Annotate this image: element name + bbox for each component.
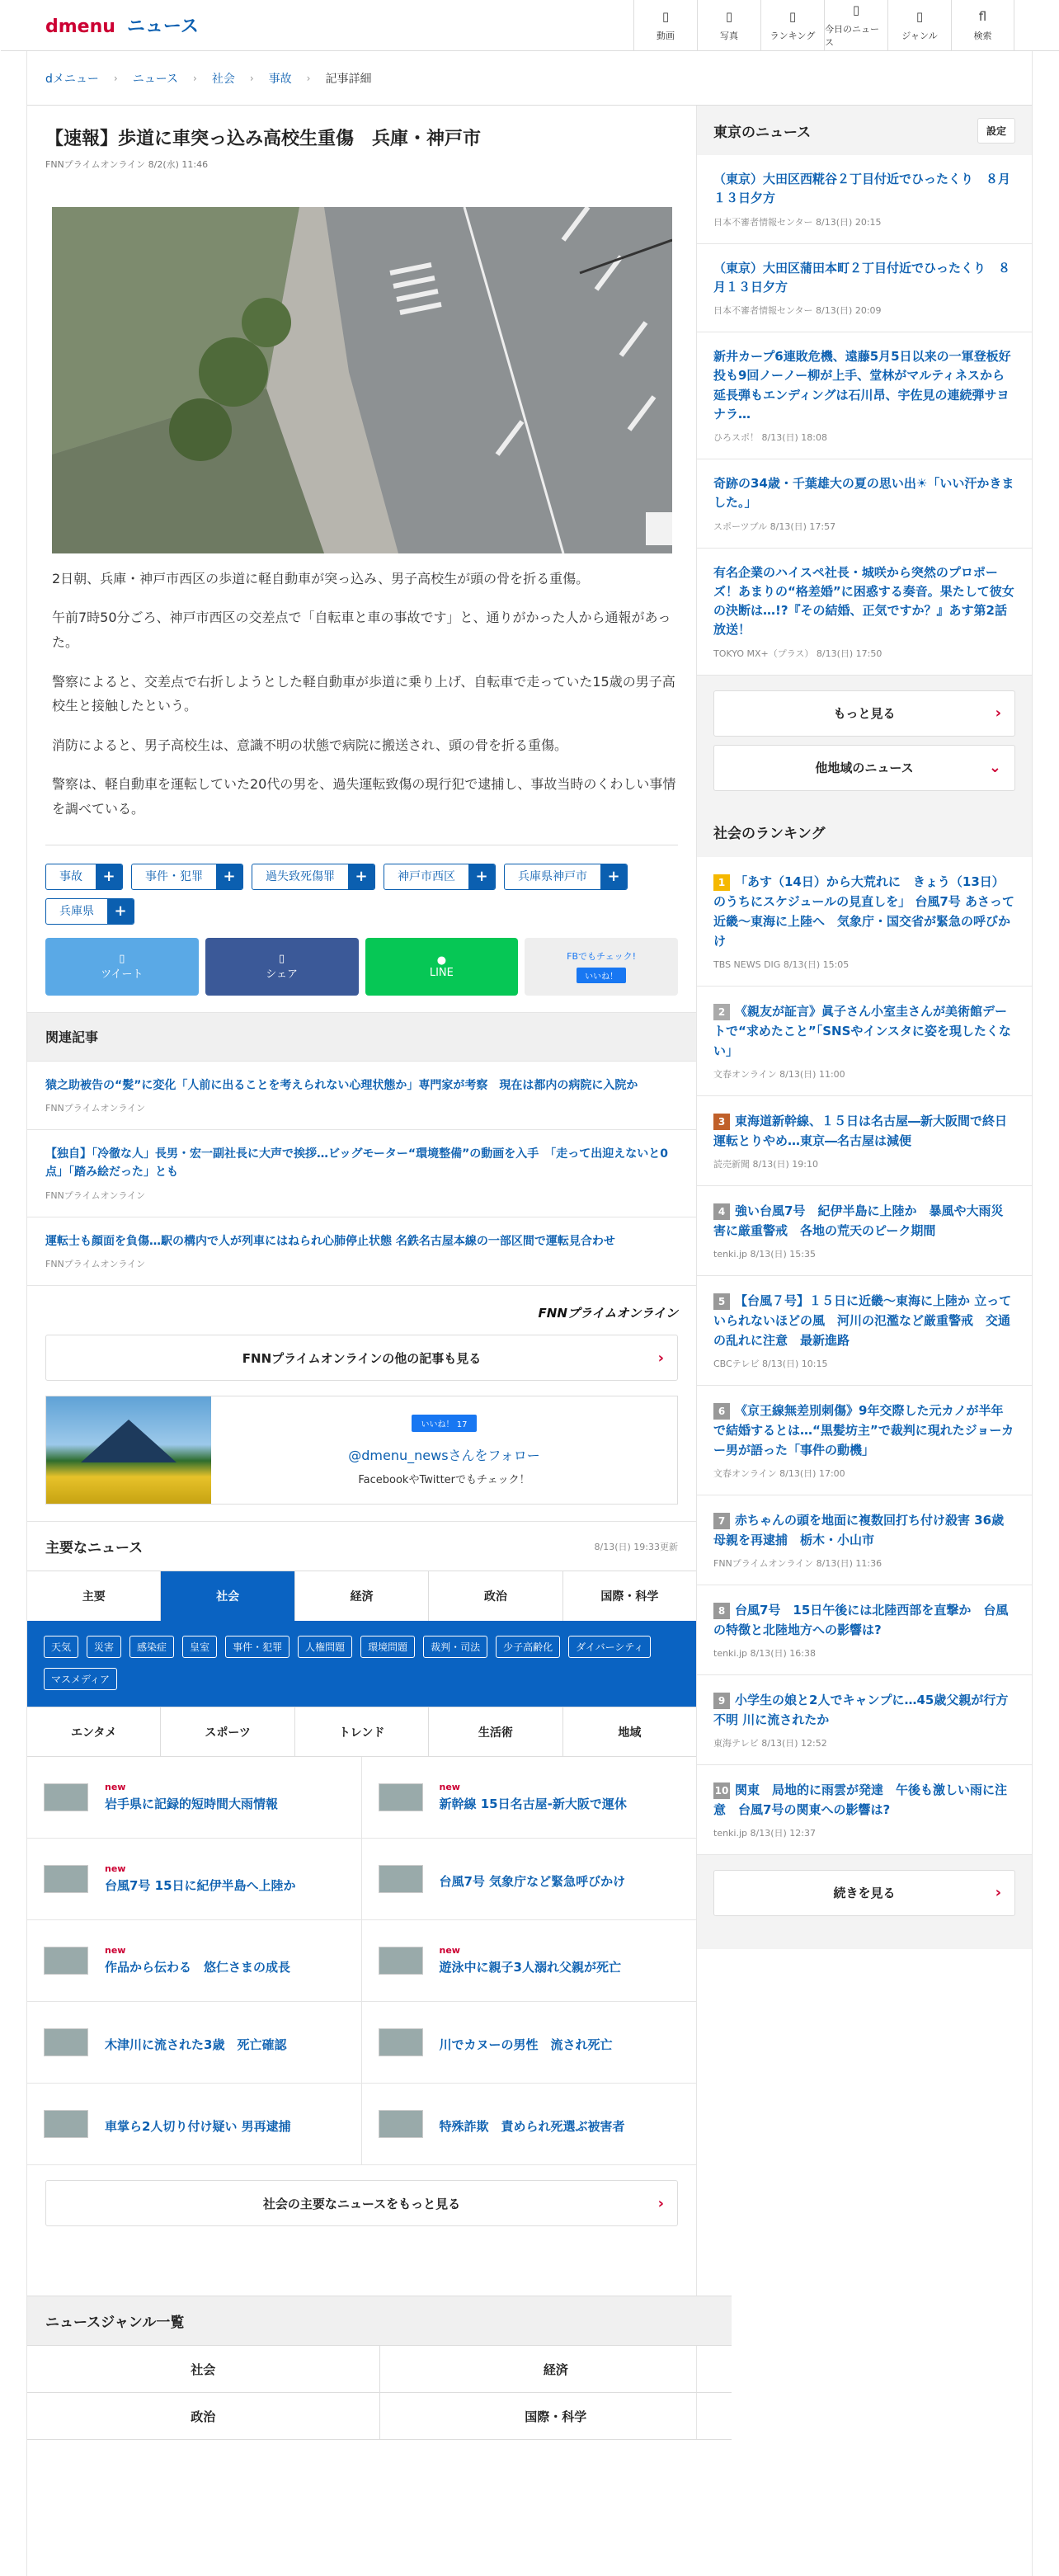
fb-check-label: FBでもチェック! (567, 951, 637, 963)
genre-economy[interactable]: 経済 (543, 2362, 568, 2377)
crumb-current: 記事詳細 (325, 72, 372, 86)
local-news-item[interactable] (697, 549, 1032, 676)
local-news-source: スポーツブル 8/13(日) 17:57 (713, 520, 836, 532)
nav-label: ランキング (770, 31, 816, 41)
chevron-down-icon: ⌄ (988, 759, 1001, 776)
tab-lifestyle[interactable]: 生活術 (429, 1707, 562, 1757)
nav-label: 今日のニュース (825, 24, 879, 48)
news-title[interactable]: 台風7号 気象庁など緊急呼びかけ (439, 1873, 626, 1889)
local-news-item[interactable] (697, 244, 1032, 333)
fnn-more-button[interactable] (45, 1335, 678, 1381)
article-meta: FNNプライムオンライン 8/2(水) 11:46 (45, 158, 209, 170)
tab-region[interactable]: 地域 (563, 1707, 696, 1757)
plus-icon[interactable]: + (600, 864, 627, 889)
ranking-link[interactable]: 台風7号 15日午後には北陸西部を直撃か 台風の特徴と北陸地方への影響は? (713, 1602, 1009, 1637)
subtag[interactable]: ダイバーシティ (568, 1636, 651, 1658)
ranking-icon: ▯ (788, 9, 797, 24)
ranking-link[interactable]: 《親友が証言》眞子さん小室圭さんが美術館デートで“求めたこと”「SNSやインスタに姿を現したくない」 (713, 1003, 1011, 1058)
dmenu-logo[interactable]: dmenu (45, 16, 115, 37)
local-news-link[interactable]: 奇跡の34歳・千葉雄大の夏の思い出☀「いい汗かきました。」 (713, 476, 1014, 511)
tag-label[interactable]: 事件・犯罪 (145, 869, 203, 883)
calendar-icon: ▯ (852, 2, 860, 17)
tag-list (45, 864, 678, 925)
rank-badge: 4 (713, 1203, 730, 1220)
genre-politics[interactable]: 政治 (27, 2393, 380, 2439)
crumb-news[interactable]: ニュース (132, 72, 179, 86)
new-badge: new (105, 1945, 126, 1957)
fnn-more-label: FNNプライムオンラインの他の記事も見る (242, 1350, 482, 1366)
subtag[interactable]: 感染症 (129, 1636, 174, 1658)
ranking-source: CBCテレビ 8/13(日) 10:15 (713, 1358, 828, 1369)
nav-video[interactable] (633, 0, 697, 51)
chevron-right-icon: › (657, 1349, 664, 1367)
genre-international[interactable]: 国際・科学 (525, 2409, 587, 2424)
other-region-label: 他地域のニュース (815, 761, 914, 775)
other-region-button[interactable] (713, 745, 1015, 791)
facebook-icon: ▯ (279, 952, 285, 965)
news-item[interactable] (27, 2002, 362, 2084)
ranking-item[interactable] (697, 1495, 1032, 1585)
fb-like-button[interactable]: いいね！ (577, 968, 626, 983)
more-button[interactable] (713, 690, 1015, 737)
ranking-source: 読売新聞 8/13(日) 19:10 (713, 1158, 818, 1170)
ranking-heading: 社会のランキング (713, 826, 826, 842)
tab-entertainment[interactable]: エンタメ (27, 1707, 161, 1757)
major-news-header (27, 1521, 696, 1571)
news-title[interactable]: 新幹線 15日名古屋-新大阪で運休 (439, 1797, 627, 1812)
ranking-link[interactable]: 【台風７号】１５日に近畿～東海に上陸か 立っていられないほどの風 河川の氾濫など厳重警戒 交通の乱れに注意 最新進路 (713, 1293, 1012, 1348)
tag-label[interactable]: 過失致死傷罪 (266, 869, 335, 883)
subtag[interactable]: 天気 (44, 1636, 78, 1658)
local-news-title: 東京のニュース (713, 124, 812, 141)
tab-sports[interactable]: スポーツ (161, 1707, 294, 1757)
news-title[interactable]: 岩手県に記録的短時間大雨情報 (105, 1797, 279, 1812)
local-news-link[interactable]: 新井カープ6連敗危機、遠藤5月5日以来の一軍登板好投も9回ノーノー柳が上手、堂林がマルティネスから延長弾もエンディングは石川昂、宇佐見の連続弾サヨナラ… (713, 349, 1011, 421)
tweet-label: ツイート (101, 968, 144, 981)
ranking-link[interactable]: 「あす（14日）から大荒れに きょう（13日）のうちにスケジュールの見直しを」 台風7号 あさって近畿～東海に上陸へ 気象庁・国交省が緊急の呼びかけ (713, 874, 1014, 949)
major-tabs-2 (27, 1707, 696, 1757)
tag-item[interactable] (45, 864, 123, 890)
ranking-source: TBS NEWS DIG 8/13(日) 15:05 (713, 958, 850, 970)
related-source: FNNプライムオンライン (45, 1259, 146, 1270)
genre-icon: ▯ (915, 9, 924, 24)
related-item[interactable] (27, 1217, 696, 1286)
local-news-header (697, 106, 1032, 155)
news-item[interactable] (362, 2002, 697, 2084)
nav-label: ジャンル (901, 31, 938, 41)
local-news-link[interactable]: （東京）大田区西糀谷２丁目付近でひったくり ８月１３日夕方 (713, 172, 1011, 206)
rank-badge: 5 (713, 1293, 730, 1310)
subtag[interactable]: 人権問題 (298, 1636, 352, 1658)
news-title[interactable]: 車掌ら2人切り付け疑い 男再逮捕 (105, 2118, 291, 2134)
tag-item[interactable] (131, 864, 243, 890)
search-icon: fl (978, 9, 987, 24)
news-thumbnail (379, 1947, 423, 1975)
ranking-source: 東海テレビ 8/13(日) 12:52 (713, 1737, 827, 1749)
major-news-updated: 8/13(日) 19:33更新 (594, 1541, 678, 1552)
related-link[interactable]: 【独自】「冷徹な人」長男・宏一副社長に大声で挨拶…ビッグモーター“環境整備”の動画を入手 「走って出迎えないと0点」「踏み絵だった」とも (45, 1147, 669, 1180)
news-thumbnail (44, 2110, 88, 2138)
article (27, 106, 696, 996)
ranking-item[interactable] (697, 1386, 1032, 1495)
article-paragraph: 警察によると、交差点で右折しようとした軽自動車が歩道に乗り上げ、自転車で走っていた15歳の男子高校生と接触したという。 (52, 673, 675, 714)
rank-badge: 1 (713, 874, 730, 891)
plus-icon[interactable]: + (348, 864, 374, 889)
ranking-item[interactable] (697, 857, 1032, 987)
nav-label: 検索 (973, 31, 992, 41)
nav-today[interactable] (824, 0, 887, 51)
ranking-more-button[interactable] (713, 1870, 1015, 1916)
local-news-link[interactable]: （東京）大田区蒲田本町２丁目付近でひったくり ８月１３日夕方 (713, 260, 1011, 294)
news-thumbnail (44, 2028, 88, 2056)
tab-economy[interactable]: 経済 (295, 1571, 429, 1621)
news-logo[interactable]: ニュース (126, 16, 199, 37)
news-thumbnail (379, 1865, 423, 1893)
news-item[interactable] (27, 1757, 362, 1839)
ranking-item[interactable] (697, 1585, 1032, 1675)
rank-badge: 10 (713, 1782, 730, 1799)
local-news-source: TOKYO MX+（プラス） 8/13(日) 17:50 (713, 648, 882, 659)
chevron-right-icon: › (113, 72, 118, 84)
tag-label[interactable]: 兵庫県神戸市 (518, 869, 587, 883)
line-label: LINE (429, 966, 454, 979)
tab-trend[interactable]: トレンド (295, 1707, 429, 1757)
local-news-item[interactable] (697, 332, 1032, 459)
tab-international[interactable]: 国際・科学 (563, 1571, 696, 1621)
ranking-source: 文春オンライン 8/13(日) 11:00 (713, 1068, 845, 1080)
article-title: 【速報】歩道に車突っ込み高校生重傷 兵庫・神戸市 (45, 129, 482, 149)
ranking-item[interactable] (697, 1276, 1032, 1386)
news-thumbnail (379, 2110, 423, 2138)
news-title[interactable]: 遊泳中に親子3人溺れ父親が死亡 (439, 1960, 621, 1976)
ranking-link[interactable]: 《京王線無差別刺傷》9年交際した元カノが半年で結婚するとは…“黒髪坊主”で裁判に現れたジョーカー男が語った「事件の動機」 (713, 1402, 1014, 1458)
nav-label: 動画 (657, 31, 675, 41)
subtag[interactable]: 皇室 (182, 1636, 217, 1658)
follow-box (45, 1396, 678, 1505)
new-badge: new (439, 1945, 460, 1957)
nav-search[interactable] (951, 0, 1014, 51)
share-bar (45, 938, 678, 996)
ranking-item[interactable] (697, 1186, 1032, 1276)
ranking-link[interactable]: 小学生の娘と2人でキャンプに…45歳父親が行方不明 川に流されたか (713, 1692, 1009, 1727)
rank-badge: 7 (713, 1513, 730, 1529)
site-header (1, 0, 1059, 51)
tab-politics[interactable]: 政治 (429, 1571, 562, 1621)
facebook-share-button[interactable] (205, 938, 359, 996)
news-thumbnail (379, 2028, 423, 2056)
local-news-source: 日本不審者情報センター 8/13(日) 20:15 (713, 216, 882, 228)
news-item[interactable] (27, 1839, 362, 1920)
subtag[interactable]: 少子高齢化 (496, 1636, 560, 1658)
news-item[interactable] (362, 1920, 697, 2002)
tag-label[interactable]: 神戸市西区 (398, 869, 455, 883)
ranking-source: tenki.jp 8/13(日) 16:38 (713, 1647, 816, 1659)
news-item[interactable] (362, 1839, 697, 1920)
chevron-right-icon: › (657, 2194, 664, 2212)
related-link[interactable]: 猿之助被告の“髪”に変化「人前に出ることを考えられない心理状態か」専門家が考察 現在は都内の病院に入院か (45, 1078, 638, 1092)
new-badge: new (439, 1782, 460, 1793)
news-thumbnail (44, 1865, 88, 1893)
rank-badge: 8 (713, 1603, 730, 1619)
ranking-source: tenki.jp 8/13(日) 15:35 (713, 1248, 816, 1260)
settings-button[interactable]: 設定 (977, 118, 1015, 144)
crumb-accident[interactable]: 事故 (268, 72, 292, 86)
breadcrumb (27, 51, 1032, 106)
news-title[interactable]: 台風7号 15日に紀伊半島へ上陸か (105, 1878, 296, 1894)
news-item[interactable] (362, 1757, 697, 1839)
plus-icon[interactable]: + (107, 899, 134, 924)
tag-item[interactable] (384, 864, 496, 890)
ranking-item[interactable] (697, 1096, 1032, 1186)
twitter-icon: ▯ (119, 952, 125, 965)
related-source: FNNプライムオンライン (45, 1189, 146, 1201)
subtag[interactable]: 事件・犯罪 (225, 1636, 289, 1658)
tag-item[interactable] (45, 898, 134, 925)
nav-photo[interactable] (697, 0, 760, 51)
news-title[interactable]: 特殊詐欺 責められ死選ぶ被害者 (439, 2118, 625, 2134)
ranking-source: 文春オンライン 8/13(日) 17:00 (713, 1467, 845, 1479)
main-column (27, 106, 697, 2440)
tag-label[interactable]: 兵庫県 (59, 904, 94, 918)
new-badge: new (105, 1782, 126, 1793)
local-news-item[interactable] (697, 155, 1032, 244)
major-news-list (27, 1757, 696, 2165)
global-nav (633, 0, 1014, 51)
rank-badge: 3 (713, 1114, 730, 1130)
rank-badge: 6 (713, 1403, 730, 1420)
crumb-society[interactable]: 社会 (211, 72, 235, 86)
line-icon: ● (436, 954, 447, 967)
follow-link[interactable]: @dmenu_newsさんをフォロー (348, 1447, 540, 1463)
share-label: シェア (266, 968, 298, 981)
rank-badge: 2 (713, 1004, 730, 1020)
news-title[interactable]: 木津川に流された3歳 死亡確認 (105, 2037, 287, 2052)
news-thumbnail (379, 1783, 423, 1811)
related-source: FNNプライムオンライン (45, 1102, 146, 1114)
news-title[interactable]: 作品から伝わる 悠仁さまの成長 (105, 1960, 291, 1976)
photo-icon: ▯ (725, 9, 733, 24)
ranking-source: tenki.jp 8/13(日) 12:37 (713, 1827, 816, 1839)
chevron-right-icon: › (249, 72, 254, 84)
ranking-link[interactable]: 関東 局地的に雨雲が発達 午後も激しい雨に注意 台風7号の関東への影響は? (713, 1782, 1008, 1817)
news-thumbnail (44, 1947, 88, 1975)
crumb-dmenu[interactable]: dメニュー (45, 72, 99, 86)
line-share-button[interactable] (365, 938, 519, 996)
ranking-item[interactable] (697, 1675, 1032, 1765)
tab-main[interactable]: 主要 (27, 1571, 161, 1621)
subtag[interactable]: 災害 (87, 1636, 121, 1658)
nav-label: 写真 (720, 31, 738, 41)
nav-genre[interactable] (887, 0, 951, 51)
video-icon: ▯ (661, 9, 670, 24)
chevron-right-icon: › (995, 1884, 1001, 1901)
follow-sub: FacebookやTwitterでもチェック！ (358, 1473, 530, 1486)
subtag[interactable]: マスメディア (44, 1668, 117, 1690)
news-title[interactable]: 川でカヌーの男性 流され死亡 (439, 2037, 613, 2052)
genre-heading: ニュースジャンル一覧 (27, 2296, 732, 2346)
tweet-button[interactable] (45, 938, 199, 996)
news-item[interactable] (27, 1920, 362, 2002)
major-news-title: 主要なニュース (45, 1540, 144, 1557)
article-paragraph: 午前7時50分ごろ、神戸市西区の交差点で「自転車と車の事故です」と、通りがかった人から通報があった。 (52, 610, 671, 650)
local-news-item[interactable] (697, 459, 1032, 549)
news-item[interactable] (27, 2084, 362, 2165)
site-logo[interactable] (45, 12, 199, 38)
related-heading: 関連記事 (27, 1012, 696, 1062)
genre-list (27, 2296, 732, 2440)
follow-banner-image (46, 1396, 211, 1504)
plus-icon[interactable]: + (216, 864, 242, 889)
fb-check-box[interactable] (525, 938, 678, 996)
society-more-button[interactable] (45, 2180, 678, 2226)
genre-society[interactable]: 社会 (27, 2346, 380, 2392)
related-item[interactable] (27, 1130, 696, 1217)
subtag-list (27, 1621, 696, 1707)
subtag[interactable]: 裁判・司法 (423, 1636, 487, 1658)
related-item[interactable] (27, 1062, 696, 1130)
fb-like-button[interactable]: いいね！ 17 (412, 1415, 478, 1432)
chevron-right-icon: › (193, 72, 197, 84)
more-label: もっと見る (833, 706, 896, 721)
local-news-source: ひろスポ！ 8/13(日) 18:08 (713, 432, 827, 443)
nav-ranking[interactable] (760, 0, 824, 51)
tag-item[interactable] (252, 864, 375, 890)
article-body (45, 567, 678, 822)
plus-icon[interactable]: + (468, 864, 495, 889)
article-paragraph: 2日朝、兵庫・神戸市西区の歩道に軽自動車が突っ込み、男子高校生が頭の骨を折る重傷。 (52, 570, 590, 586)
society-more-label: 社会の主要なニュースをもっと見る (262, 2196, 461, 2211)
article-paragraph: 消防によると、男子高校生は、意識不明の状態で病院に搬送され、頭の骨を折る重傷。 (52, 737, 567, 753)
chevron-right-icon: › (306, 72, 311, 84)
news-item[interactable] (362, 2084, 697, 2165)
ranking-item[interactable] (697, 1765, 1032, 1855)
new-badge: new (105, 1863, 126, 1875)
tab-society[interactable]: 社会 (161, 1571, 294, 1621)
article-paragraph: 警察は、軽自動車を運転していた20代の男を、過失運転致傷の現行犯で逮捕し、事故当時のくわしい事情を調べている。 (52, 776, 676, 817)
news-thumbnail (44, 1783, 88, 1811)
fnn-logo: FNNプライムオンライン (538, 1306, 678, 1321)
ranking-more-label: 続きを見る (833, 1886, 896, 1900)
ranking-item[interactable] (697, 987, 1032, 1096)
related-link[interactable]: 運転士も顔面を負傷…駅の構内で人が列車にはねられ心肺停止状態 名鉄名古屋本線の一部区間で運転見合わせ (45, 1234, 615, 1248)
major-tabs (27, 1571, 696, 1621)
sidebar (697, 106, 1032, 1949)
plus-icon[interactable]: + (96, 864, 122, 889)
chevron-right-icon: › (995, 704, 1001, 722)
article-photo (52, 207, 672, 553)
subtag[interactable]: 環境問題 (360, 1636, 415, 1658)
ranking-link[interactable]: 強い台風7号 紀伊半島に上陸か 暴風や大雨災害に厳重警戒 各地の荒天のピーク期間 (713, 1203, 1004, 1238)
tag-label[interactable]: 事故 (59, 869, 82, 883)
ranking-link[interactable]: 東海道新幹線、１５日は名古屋―新大阪間で終日運転とりやめ…東京―名古屋は減便 (713, 1113, 1008, 1148)
local-news-source: 日本不審者情報センター 8/13(日) 20:09 (713, 305, 882, 316)
rank-badge: 9 (713, 1693, 730, 1709)
local-news-link[interactable]: 有名企業のハイスペ社長・城咲から突然のプロポーズ！あまりの“格差婚”に困惑する奏音。果たして彼女の決断は…!?『その結婚、正気ですか？』あす第2話放送！ (713, 564, 1014, 638)
ranking-link[interactable]: 赤ちゃんの頭を地面に複数回打ち付け殺害 36歳母親を再逮捕 栃木・小山市 (713, 1512, 1005, 1547)
tag-item[interactable] (504, 864, 628, 890)
ranking-source: FNNプライムオンライン 8/13(日) 11:36 (713, 1557, 882, 1569)
